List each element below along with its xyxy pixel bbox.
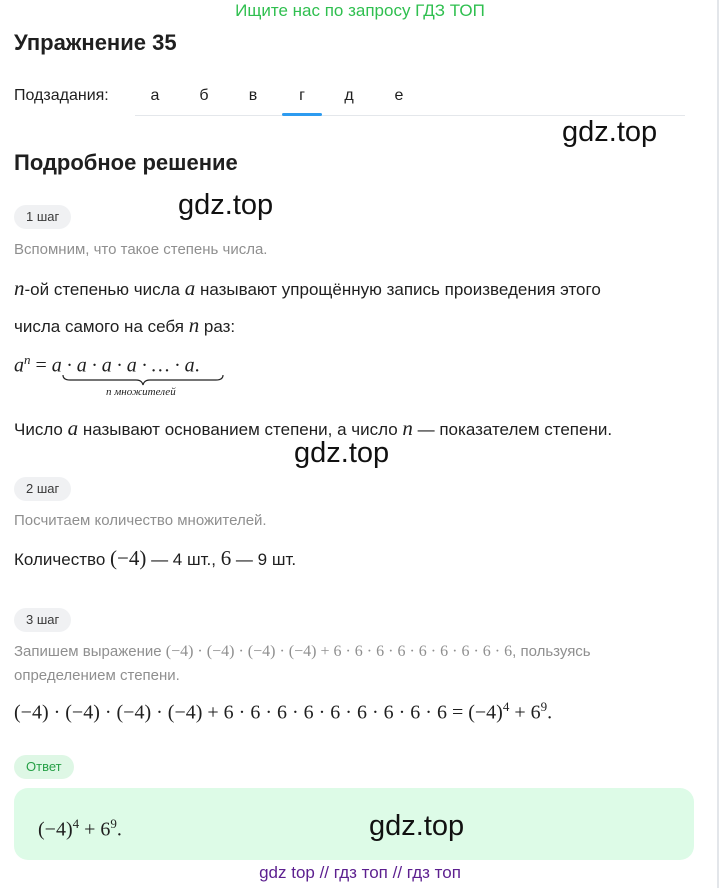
math-fragment: .	[116, 818, 122, 841]
math-fragment: + 6	[509, 701, 541, 724]
right-divider	[717, 0, 719, 888]
answer-badge: Ответ	[14, 755, 74, 779]
math-fragment: (−4)	[110, 546, 147, 570]
footer-links[interactable]: gdz top // гдз топ // гдз топ	[259, 863, 461, 882]
var-n: n	[402, 416, 413, 440]
step-text	[14, 276, 601, 301]
step-badge: 1 шаг	[14, 205, 71, 229]
text-fragment: — 9 шт.	[231, 550, 297, 569]
answer-formula	[38, 816, 122, 842]
math-fragment: + 6	[79, 818, 111, 841]
formula-base: a	[14, 354, 24, 377]
step-hint: определением степени.	[14, 667, 180, 684]
math-fragment: (−4)	[38, 818, 73, 841]
math-exponent: 4	[502, 699, 510, 714]
text-fragment: — 4 шт.,	[146, 550, 221, 569]
text-fragment: называют упрощённую запись произведения этого	[195, 280, 601, 299]
var-a: a	[67, 416, 79, 440]
text-fragment: Запишем выражение	[14, 643, 166, 660]
watermark: gdz.top	[562, 116, 658, 148]
text-fragment: Число	[14, 420, 68, 439]
text-fragment: , пользуясь	[512, 643, 591, 660]
text-fragment: Количество	[14, 550, 111, 569]
text-fragment: числа самого на себя	[14, 317, 189, 336]
step-hint	[14, 643, 714, 661]
text-fragment: -ой степенью числа	[24, 280, 185, 299]
math-exponent: 9	[110, 816, 117, 831]
watermark: gdz.top	[369, 810, 465, 842]
step-text	[14, 546, 296, 571]
page-title: Упражнение 35	[14, 30, 177, 55]
watermark: gdz.top	[178, 189, 274, 221]
tab-v[interactable]: в	[248, 87, 258, 104]
period: .	[194, 354, 200, 377]
watermark: gdz.top	[294, 437, 390, 469]
text-fragment: называют основанием степени, а число	[78, 420, 403, 439]
subtasks-label: Подзадания:	[14, 87, 109, 104]
underbrace-label: n множителей	[106, 386, 176, 398]
tab-e[interactable]: е	[394, 87, 404, 104]
equals-sign: =	[30, 354, 52, 377]
formula-product: a · a · a · a · … · a	[51, 354, 195, 377]
math-fragment: (−4) · (−4) · (−4) · (−4) + 6 · 6 · 6 · 6 · 6 · 6 · 6 · 6 · 6	[165, 643, 513, 660]
var-a: a	[184, 276, 196, 300]
step-badge: 3 шаг	[14, 608, 71, 632]
step-text	[14, 313, 235, 338]
math-fragment: .	[547, 701, 553, 724]
var-n: n	[188, 313, 200, 337]
step-hint: Вспомним, что такое степень числа.	[14, 241, 268, 258]
solution-title: Подробное решение	[14, 150, 238, 175]
var-n: n	[14, 276, 25, 300]
tab-g[interactable]: г	[299, 87, 305, 104]
top-banner: Ищите нас по запросу ГДЗ ТОП	[235, 1, 485, 20]
math-exponent: 9	[540, 699, 548, 714]
tab-d[interactable]: д	[344, 87, 354, 104]
text-fragment: раз:	[199, 317, 236, 336]
text-fragment: — показателем степени.	[412, 420, 613, 439]
step-hint: Посчитаем количество множителей.	[14, 512, 267, 529]
tab-b[interactable]: б	[199, 87, 209, 104]
math-fragment: 6	[220, 546, 232, 570]
underbrace-icon	[62, 374, 224, 386]
formula-exponent: n	[24, 352, 31, 367]
step-badge: 2 шаг	[14, 477, 71, 501]
math-exponent: 4	[72, 816, 80, 831]
active-tab-indicator	[282, 113, 322, 116]
result-formula	[14, 699, 552, 725]
tab-a[interactable]: а	[150, 87, 160, 104]
math-fragment: (−4) · (−4) · (−4) · (−4) + 6 · 6 · 6 · 6 · 6 · 6 · 6 · 6 · 6 = (−4)	[14, 701, 503, 724]
